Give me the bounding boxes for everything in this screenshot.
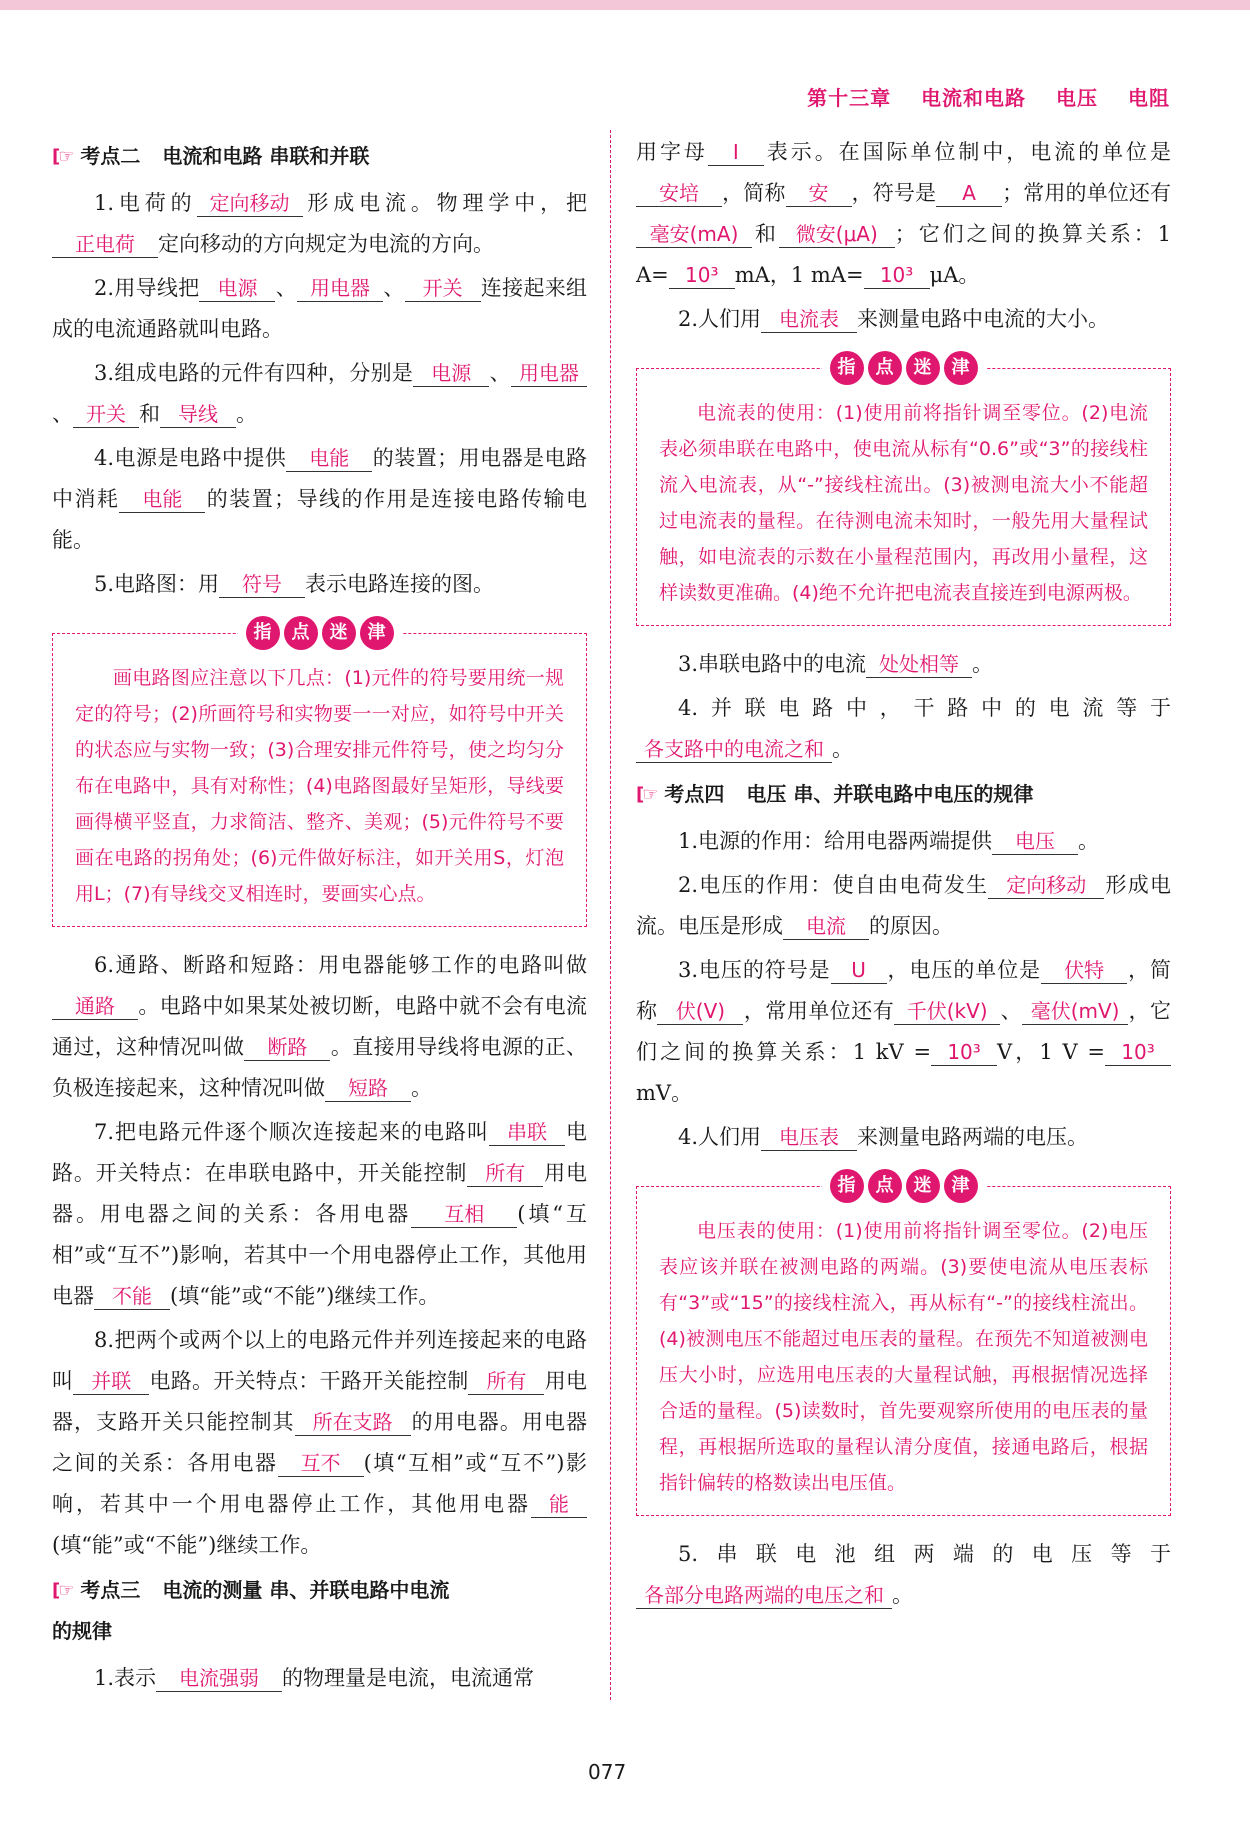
section-heading-kd3 <box>52 1570 587 1611</box>
tip-box-circuit-diagram <box>52 622 587 927</box>
header-topic-2: 电压 <box>1056 86 1099 110</box>
answer-blank: 伏(V) <box>657 998 743 1025</box>
section-label: 考点四 <box>664 782 725 806</box>
answer-blank: 10³ <box>1105 1039 1171 1066</box>
answer-blank: 所有 <box>468 1368 544 1395</box>
tip-box-title: 指 点 迷 津 <box>238 616 402 650</box>
answer-blank: 电流表 <box>761 306 857 333</box>
answer-blank: 伏特 <box>1041 957 1127 984</box>
answer-blank: 定向移动 <box>988 872 1104 899</box>
tip-text: 电压表的使用：(1)使用前将指针调至零位。(2)电压表应该并联在被测电路的两端。(3)要使电流从电压表标有“3”或“15”的接线柱流入，再从标有“-”的接线柱流出。(4)被测电压不能超过电压表的量程。在预先不知道被测电压大小时，应选用电压表的大量程试触，再根据情况选择合适的量程。(5)读数时，首先要观察所使用的电压表的量程，再根据所选取的量程认清分度值，接通电路后，根据指针偏转的格数读出电压值。 <box>659 1220 1148 1494</box>
question-7: 7.把电路元件逐个顺次连接起来的电路叫 串联 电路。开关特点：在串联电路中，开关能控制 所有 用电器。用电器之间的关系：各用电器 互相 (填“互相”或“互不”)影响，若其中一个用电器停止工作，其他用电器 不能 (填“能”或“不能”)继续工作。 <box>52 1120 588 1308</box>
question-current-units: 用字母 I 表示。在国际单位制中，电流的单位是安培 ，简称 安 ，符号是 A ；常用的单位还有毫安(mA) 和 微安(μA) ；它们之间的换算关系：1 A= 10³ mA，1 mA= 10³ μA。 <box>636 140 1172 287</box>
answer-blank: 安培 <box>636 180 722 207</box>
question-voltage-2: 2.电压的作用：使自由电荷发生 定向移动 形成电流。电压是形成 电流 的原因。 <box>636 873 1171 938</box>
question-ammeter: 2.人们用 电流表 来测量电路中电流的大小。 <box>678 307 1110 331</box>
answer-blank: 千伏(kV) <box>894 998 1000 1025</box>
answer-blank: 10³ <box>931 1039 997 1066</box>
tip-box-title: 指 点 迷 津 <box>822 351 986 385</box>
question-voltage-1: 1.电源的作用：给用电器两端提供 电压 。 <box>678 829 1100 853</box>
question-voltmeter: 4.人们用 电压表 来测量电路两端的电压。 <box>678 1125 1089 1149</box>
answer-blank: 10³ <box>669 262 735 289</box>
answer-blank: 并联 <box>73 1368 149 1395</box>
question-2: 2.用导线把 电源 、 用电器 、 开关 连接起来组成的电流通路就叫电路。 <box>52 276 588 341</box>
section-label: 考点三 <box>80 1578 141 1602</box>
answer-blank: 所有 <box>467 1160 543 1187</box>
page-header <box>807 82 1170 111</box>
answer-blank: 处处相等 <box>866 651 972 678</box>
section-label: 考点二 <box>80 144 141 168</box>
answer-blank: 电压表 <box>761 1124 857 1151</box>
answer-blank: 串联 <box>489 1119 565 1146</box>
answer-blank: 10³ <box>864 262 930 289</box>
question-3: 3.组成电路的元件有四种，分别是 电源 、 用电器、 开关 和 导线 。 <box>52 353 587 435</box>
answer-blank: 互相 <box>411 1201 517 1228</box>
question-series-voltage: 5.串联电池组两端的电压等于各部分电路两端的电压之和 。 <box>636 1534 1171 1616</box>
tip-box-voltmeter <box>636 1175 1171 1516</box>
answer-blank: 所在支路 <box>295 1409 411 1436</box>
answer-blank: 微安(μA) <box>779 221 895 248</box>
answer-blank: 电压 <box>992 828 1078 855</box>
answer-blank: A <box>936 180 1002 207</box>
section-title-continued: 的规律 <box>52 1619 112 1643</box>
answer-blank: 毫伏(mV) <box>1022 998 1128 1025</box>
answer-blank: 电能 <box>119 486 205 513</box>
answer-blank: I <box>708 139 764 166</box>
question-series-current: 3.串联电路中的电流 处处相等 。 <box>678 652 994 676</box>
question-voltage-3: 3.电压的符号是 U ，电压的单位是 伏特 ，简称 伏(V) ，常用单位还有 千伏(kV) 、 毫伏(mV) ，它们之间的换算关系：1 kV = 10³ V，1 V = 10³mV。 <box>636 958 1172 1105</box>
answer-blank: 电源 <box>199 275 275 302</box>
column-divider <box>610 130 611 1700</box>
section-heading-kd2 <box>52 136 587 177</box>
answer-blank: 开关 <box>405 275 481 302</box>
answer-blank: 开关 <box>73 401 139 428</box>
tip-text: 画电路图应注意以下几点：(1)元件的符号要用统一规定的符号；(2)所画符号和实物要一一对应，如符号中开关的状态应与实物一致；(3)合理安排元件符号，使之均匀分布在电路中，具有对称性；(4)电路图最好呈矩形，导线要画得横平竖直，力求简洁、整齐、美观；(5)元件符号不要画在电路的拐角处；(6)元件做好标注，如开关用S，灯泡用L；(7)有导线交叉相连时，要画实心点。 <box>75 667 564 905</box>
pointing-hand-icon: [☞ <box>52 146 73 167</box>
section-heading-kd4 <box>636 774 1171 815</box>
tip-box-title: 指 点 迷 津 <box>822 1169 986 1203</box>
answer-blank: 互不 <box>278 1450 364 1477</box>
question-4: 4.电源是电路中提供 电能 的装置；用电器是电路中消耗 电能 的装置；导线的作用是连接电路传输电能。 <box>52 446 588 552</box>
section-title: 电流的测量 串、并联电路中电流 <box>162 1578 450 1602</box>
chapter-label: 第十三章 <box>807 86 892 110</box>
top-color-bar <box>0 0 1250 10</box>
header-topic-3: 电阻 <box>1128 86 1170 110</box>
question-8: 8.把两个或两个以上的电路元件并列连接起来的电路叫 并联 电路。开关特点：干路开关能控制 所有 用电器，支路开关只能控制其 所在支路 的用电器。用电器之间的关系：各用电器 互不 (填“互相”或“互不”)影响，若其中一个用电器停止工作，其他用电器 能(填“能”或“不能”)继续工作。 <box>52 1328 588 1557</box>
pointing-hand-icon: [☞ <box>52 1580 73 1601</box>
answer-blank: 安 <box>786 180 852 207</box>
answer-blank: 电能 <box>286 445 372 472</box>
answer-blank: 电流强弱 <box>156 1665 282 1692</box>
answer-blank: 各支路中的电流之和 <box>636 736 832 763</box>
answer-blank: 用电器 <box>297 275 383 302</box>
answer-blank: 正电荷 <box>52 231 158 258</box>
question-parallel-current: 4.并联电路中，干路中的电流等于各支路中的电流之和 。 <box>636 688 1171 770</box>
question-9: 1.表示 电流强弱 的物理量是电流，电流通常 <box>94 1666 535 1690</box>
answer-blank: 通路 <box>52 993 138 1020</box>
answer-blank: 定向移动 <box>197 190 303 217</box>
section-title: 电压 串、并联电路中电压的规律 <box>746 782 1034 806</box>
tip-text: 电流表的使用：(1)使用前将指针调至零位。(2)电流表必须串联在电路中，使电流从标有“0.6”或“3”的接线柱流入电流表，从“-”接线柱流出。(3)被测电流大小不能超过电流表的量程。在待测电流未知时，一般先用大量程试触，如电流表的示数在小量程范围内，再改用小量程，这样读数更准确。(4)绝不允许把电流表直接连到电源两极。 <box>659 402 1148 604</box>
answer-blank: 毫安(mA) <box>636 221 752 248</box>
answer-blank: 短路 <box>325 1075 411 1102</box>
question-6: 6.通路、断路和短路：用电器能够工作的电路叫做通路 。电路中如果某处被切断，电路中就不会有电流通过，这种情况叫做 断路 。直接用导线将电源的正、负极连接起来，这种情况叫做 短路 。 <box>52 953 588 1100</box>
answer-blank: 各部分电路两端的电压之和 <box>636 1582 892 1609</box>
right-column <box>636 132 1171 1619</box>
answer-blank: 用电器 <box>511 360 587 387</box>
answer-blank: U <box>831 957 887 984</box>
answer-blank: 符号 <box>219 571 305 598</box>
answer-blank: 电源 <box>413 360 489 387</box>
answer-blank: 电流 <box>783 913 869 940</box>
header-topic-1: 电流和电路 <box>921 86 1027 110</box>
question-5: 5.电路图：用 符号 表示电路连接的图。 <box>94 572 495 596</box>
answer-blank: 断路 <box>244 1034 330 1061</box>
pointing-hand-icon: [☞ <box>636 784 657 805</box>
question-1: 1.电荷的 定向移动 形成电流。物理学中，把正电荷 定向移动的方向规定为电流的方向。 <box>52 183 587 265</box>
answer-blank: 不能 <box>94 1283 170 1310</box>
page-number: 077 <box>588 1760 627 1784</box>
tip-box-ammeter <box>636 357 1171 626</box>
answer-blank: 能 <box>531 1491 587 1518</box>
answer-blank: 导线 <box>160 401 236 428</box>
left-column <box>52 132 587 1702</box>
section-title: 电流和电路 串联和并联 <box>162 144 370 168</box>
